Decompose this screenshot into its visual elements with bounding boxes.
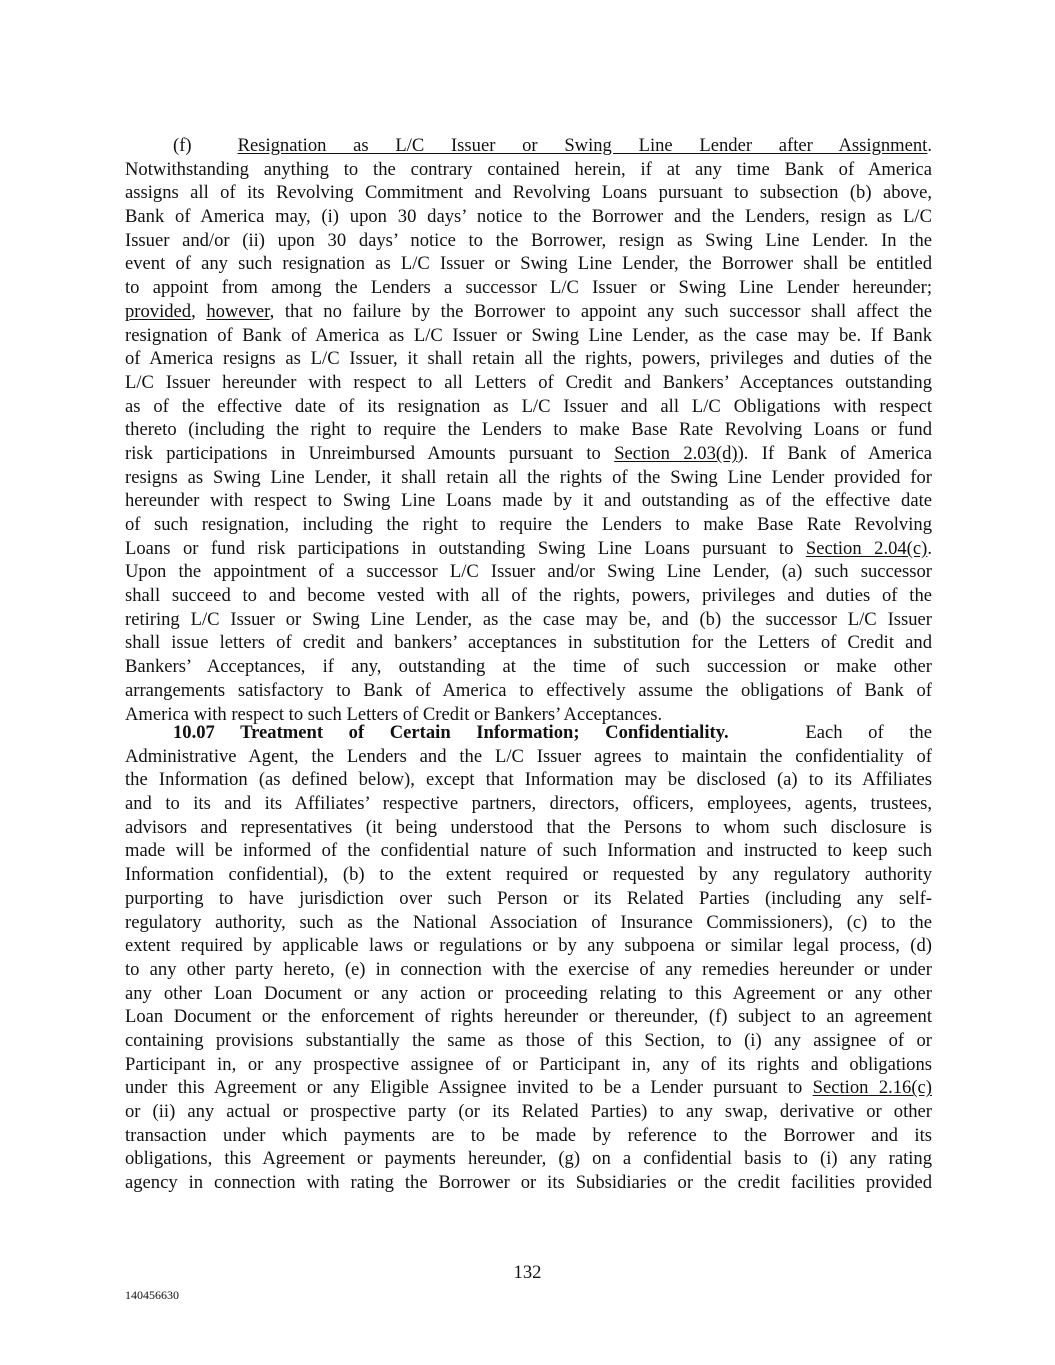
text-line: any other Loan Document or any action or proceeding relating to this Agreement or any other [125, 982, 932, 1004]
text-line: to appoint from among the Lenders a successor L/C Issuer or Swing Line Lender hereunder; [125, 277, 932, 299]
page-number: 132 [513, 1262, 542, 1283]
provided-term: provided [125, 300, 192, 322]
text-line: Notwithstanding anything to the contrary contained herein, if at any time Bank of America [125, 158, 932, 180]
text-line: retiring L/C Issuer or Swing Line Lender, as the case may be, and (b) the successor L/C Issuer [125, 608, 932, 630]
text-line: assigns all of its Revolving Commitment and Revolving Loans pursuant to subsection (b) above, [125, 182, 932, 204]
however-term: however [206, 300, 270, 322]
subsection-label: (f) [173, 135, 192, 156]
text-line: agency in connection with rating the Borrower or its Subsidiaries or the credit facilities provided [125, 1172, 932, 1194]
text-line: of America resigns as L/C Issuer, it shall retain all the rights, powers, privileges and duties of the [125, 348, 932, 370]
section-reference-link[interactable]: Section 2.03(d) [614, 442, 738, 464]
text-line: Issuer and/or (ii) upon 30 days’ notice to the Borrower, resign as Swing Line Lender. In the [125, 229, 932, 251]
text-line: shall succeed to and become vested with all of the rights, powers, privileges and duties of the [125, 585, 932, 607]
text-line: thereto (including the right to require the Lenders to make Base Rate Revolving Loans or fund [125, 419, 932, 441]
text-line: L/C Issuer hereunder with respect to all Letters of Credit and Bankers’ Acceptances outstanding [125, 371, 932, 393]
text-line: Participant in, or any prospective assignee of or Participant in, any of its rights and obligations [125, 1053, 932, 1075]
text-line: arrangements satisfactory to Bank of America to effectively assume the obligations of Bank of [125, 679, 932, 701]
text-line: resignation of Bank of America as L/C Issuer or Swing Line Lender, as the case may be. If Bank [125, 324, 932, 346]
text-line: transaction under which payments are to be made by reference to the Borrower and its [125, 1124, 932, 1146]
text-line: as of the effective date of its resignation as L/C Issuer and all L/C Obligations with respect [125, 395, 932, 417]
text-line: America with respect to such Letters of Credit or Bankers’ Acceptances. [125, 703, 663, 725]
text-line: hereunder with respect to Swing Line Loans made by it and outstanding as of the effective date [125, 490, 932, 512]
text-line: of such resignation, including the right to require the Lenders to make Base Rate Revolving [125, 514, 932, 535]
text-line: provided, however, that no failure by the Borrower to appoint any such successor shall affect the [125, 300, 932, 322]
text-line: under this Agreement or any Eligible Assignee invited to be a Lender pursuant to Section 2.16(c) [125, 1077, 932, 1099]
section-reference-link[interactable]: Section 2.04(c) [805, 537, 928, 559]
text-line: the Information (as defined below), except that Information may be disclosed (a) to its Affiliates [125, 769, 932, 791]
text-line: Bank of America may, (i) upon 30 days’ notice to the Borrower and the Lenders, resign as L/C [125, 206, 932, 228]
document-id: 140456630 [125, 1288, 179, 1302]
text-line: regulatory authority, such as the National Association of Insurance Commissioners), (c) to the [125, 911, 932, 933]
text-line: Loans or fund risk participations in outstanding Swing Line Loans pursuant to Section 2.04(c). [125, 537, 932, 559]
text-line: shall issue letters of credit and bankers’ acceptances in substitution for the Letters of Credit and [125, 632, 932, 654]
text-line: or (ii) any actual or prospective party (or its Related Parties) to any swap, derivative or other [125, 1101, 932, 1122]
text-line: (f) Resignation as L/C Issuer or Swing Line Lender after Assignment. [173, 135, 932, 156]
text-line: advisors and representatives (it being understood that the Persons to whom such disclosure is [125, 816, 932, 838]
text-line: and to its and its Affiliates’ respective partners, directors, officers, employees, agents, trustees, [125, 793, 932, 815]
text-line: resigns as Swing Line Lender, it shall retain all the rights of the Swing Line Lender provided for [125, 466, 932, 488]
text-line: to any other party hereto, (e) in connection with the exercise of any remedies hereunder or under [125, 958, 932, 980]
text-line: 10.07 Treatment of Certain Information; Confidentiality. Each of the [173, 722, 932, 743]
text-line: extent required by applicable laws or regulations or by any subpoena or similar legal process, (d) [125, 935, 932, 957]
section-10-07-confidentiality [125, 721, 932, 1195]
text-line: made will be informed of the confidential nature of such Information and instructed to keep such [125, 840, 932, 862]
section-heading: 10.07 Treatment of Certain Information; Confidentiality. [173, 722, 729, 743]
text-line: Upon the appointment of a successor L/C Issuer and/or Swing Line Lender, (a) such successor [125, 561, 932, 583]
text-line: Loan Document or the enforcement of rights hereunder or thereunder, (f) subject to an agreement [125, 1006, 932, 1028]
text-line: obligations, this Agreement or payments hereunder, (g) on a confidential basis to (i) any rating [125, 1148, 932, 1170]
text-line: risk participations in Unreimbursed Amounts pursuant to Section 2.03(d)). If Bank of America [125, 442, 932, 464]
paragraph-f-resignation [125, 134, 932, 726]
subsection-heading: Resignation as L/C Issuer or Swing Line Lender after Assignment [237, 135, 928, 156]
text-line: purporting to have jurisdiction over such Person or its Related Parties (including any self- [125, 887, 932, 909]
text-line: event of any such resignation as L/C Issuer or Swing Line Lender, the Borrower shall be entitled [125, 253, 932, 275]
section-reference-link[interactable]: Section 2.16(c) [812, 1077, 932, 1099]
text-line: Information confidential), (b) to the extent required or requested by any regulatory authority [125, 864, 932, 886]
text-line: containing provisions substantially the same as those of this Section, to (i) any assignee of or [125, 1029, 932, 1051]
text-line: Administrative Agent, the Lenders and the L/C Issuer agrees to maintain the confidentiality of [125, 745, 932, 767]
text-line: Bankers’ Acceptances, if any, outstanding at the time of such succession or make other [125, 656, 932, 678]
